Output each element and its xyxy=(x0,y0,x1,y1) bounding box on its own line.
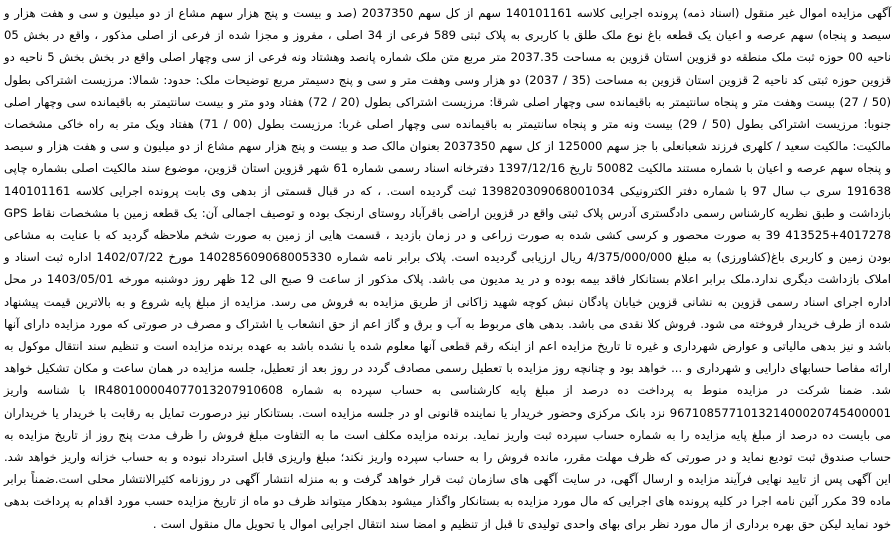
auction-notice-text: آگهی مزایده اموال غیر منقول (اسناد ذمه) پرونده اجرایی کلاسه 140101161 سهم از کل سهم 2037350 (صد و بیست و پنج هزار سهم مشاع از دو میلیون و سی و هفت هزار و سیصد و پنجاه) سهم عرصه و اعیان یک قطعه باغ نوع ملک طلق با کاربری به پلاک ثبتی 589 فرعی از 34 اصلی ، مفروز و مجزا شده از فرعی از اصلی مذکور ، واقع در بخش 05 ناحیه 00 حوزه ثبت ملک منطقه دو قزوین استان قزوین به مساحت 2037.35 متر مربع متن ملک شماره پانصد وهشتاد ونه فرعی از سی وچهار اصلی واقع در بخش بخش 5 ناحیه دو قزوین حوزه ثبتی کد ناحیه 2 قزوین استان قزوین به مساحت (35 / 2037) دو هزار وسی وهفت متر و سی و پنج دسیمتر مربع توضیحات ملک: حدود: شمالا: مرزیست اشتراکی بطول (50 / 27) بیست وهفت متر و پنجاه سانتیمتر به باقیمانده سی وچهار اصلی شرقا: مرزیست اشتراکی بطول (20 / 72) هفتاد ودو متر و بیست سانتیمتر به باقیمانده سی وچهار اصلی جنوبا: مرزیست اشتراکی بطول (50 / 29) بیست ونه متر و پنجاه سانتیمتر به باقیمانده سی وچهار اصلی غربا: مرزیست بطول (00 / 71) هفتاد ویک متر به راه خاکی مشخصات مالکیت: مالکیت سعید / کلهری فرزند شعبانعلی با جز سهم 125000 از کل سهم 2037350 بعنوان مالک صد و بیست و پنج هزار سهم مشاع از دو میلیون و سی و هفت هزار و سیصد و پنجاه سهم عرصه و اعیان با شماره مستند مالکیت 50082 تاریخ 1397/12/16 دفترخانه اسناد رسمی شماره 61 شهر قزوین استان قزوین، موضوع سند مالکیت اصلی بشماره چاپی 191638 سری ب سال 97 با شماره دفتر الکترونیکی 139820309068001034 ثبت گردیده است. ، که در قبال قسمتی از بدهی وی بابت پرونده اجرایی کلاسه 140101161 بازداشت و طبق نظریه کارشناس رسمی دادگستری آدرس پلاک ثبتی واقع در قزوین اراضی باقرآباد روستای ارنجک بوده و توصیف اجمالی آن: یک قطعه زمین با مشخصات نقاط GPS 39 413525+4017278 به صورت محصور و کرسی کشی شده به صورت زراعی و در زمان بازدید ، قسمت هایی از زمین به صورت شخم ملاحظه گردید که با عنایت به مشاعی بودن زمین و کاربری باغ(کشاورزی) به مبلغ 4/375/000/000 ریال ارزیابی گردیده است. پلاک برابر نامه شماره 140285609068005330 مورخ 1402/07/22 اداره ثبت اسناد و املاک بازداشت دیگری ندارد.ملک برابر اعلام بستانکار فاقد بیمه بوده و در ید مدیون می باشد. پلاک مذکور از ساعت 9 صبح الی 12 ظهر روز دوشنبه مورخه 1403/05/01 در محل اداره اجرای اسناد رسمی قزوین به نشانی قزوین خیابان پادگان نبش کوچه شهید زاکانی از طریق مزایده به فروش می رسد. مزایده از مبلغ پایه شروع و به بالاترین قیمت پیشنهاد شده از طرف خریدار فروخته می شود. فروش کلا نقدی می باشد. بدهی های مربوط به آب و برق و گاز اعم از حق انشعاب یا اشتراک و مصرف در صورتی که مورد مزایده دارای آنها باشد و نیز بدهی مالیاتی و عوارض شهرداری و غیره تا تاریخ مزایده اعم از اینکه رقم قطعی آنها معلوم شده یا نشده باشد به عهده برنده مزایده است و تنظیم سند انتقال موکول به ارائه مفاصا حسابهای دارایی و شهرداری و ... خواهد بود و چنانچه روز مزایده با تعطیل رسمی مصادف گردد در روز بعد از تعطیل، جلسه مزایده در همان ساعت و مکان تشکیل خواهد شد. ضمنا شرکت در مزایده منوط به پرداخت ده درصد از مبلغ پایه کارشناسی به حساب سپرده به شماره IR480100004077013207910608 با شناسه واریز 967108577101321400020745400001 نزد بانک مرکزی وحضور خریدار یا نماینده قانونی او در جلسه مزایده است. بستانکار نیز درصورت تمایل به رقابت با خریدار یا خریداران می بایست ده درصد از مبلغ پایه مزایده را به شماره حساب سپرده ثبت واریز نماید. برنده مزایده مکلف است ما به التفاوت مبلغ فروش را ظرف مدت پنج روز از تاریخ مزایده به حساب صندوق ثبت تودیع نماید و در صورتی که ظرف مهلت مقرر، مانده فروش را به حساب سپرده واریز نکند؛ مبلغ واریزی قابل استرداد نبوده و به حساب خزانه واریز خواهد شد. این آگهی پس از تایید نهایی فرآیند مزایده و ارسال آگهی، در سایت آگهی های سازمان ثبت قرار خواهد گرفت و به منزله انتشار آگهی در روزنامه کثیرالانتشار محلی است.ضمناً برابر ماده 39 مکرر آئین نامه اجرا در کلیه پرونده های اجرایی که مال مورد مزایده به بستانکار واگذار میشود بدهکار میتواند ظرف دو ماه از تاریخ مزایده حسب مورد اقدام به پرداخت بدهی خود نماید لیکن حق بهره برداری از مال مورد نظر برای بهای واحدی تولیدی تا قبل از تنظیم و امضا سند انتقال اجرایی اموال یا تحویل مال منقول است . xyxy=(4,6,892,531)
auction-notice-body xyxy=(4,2,892,531)
